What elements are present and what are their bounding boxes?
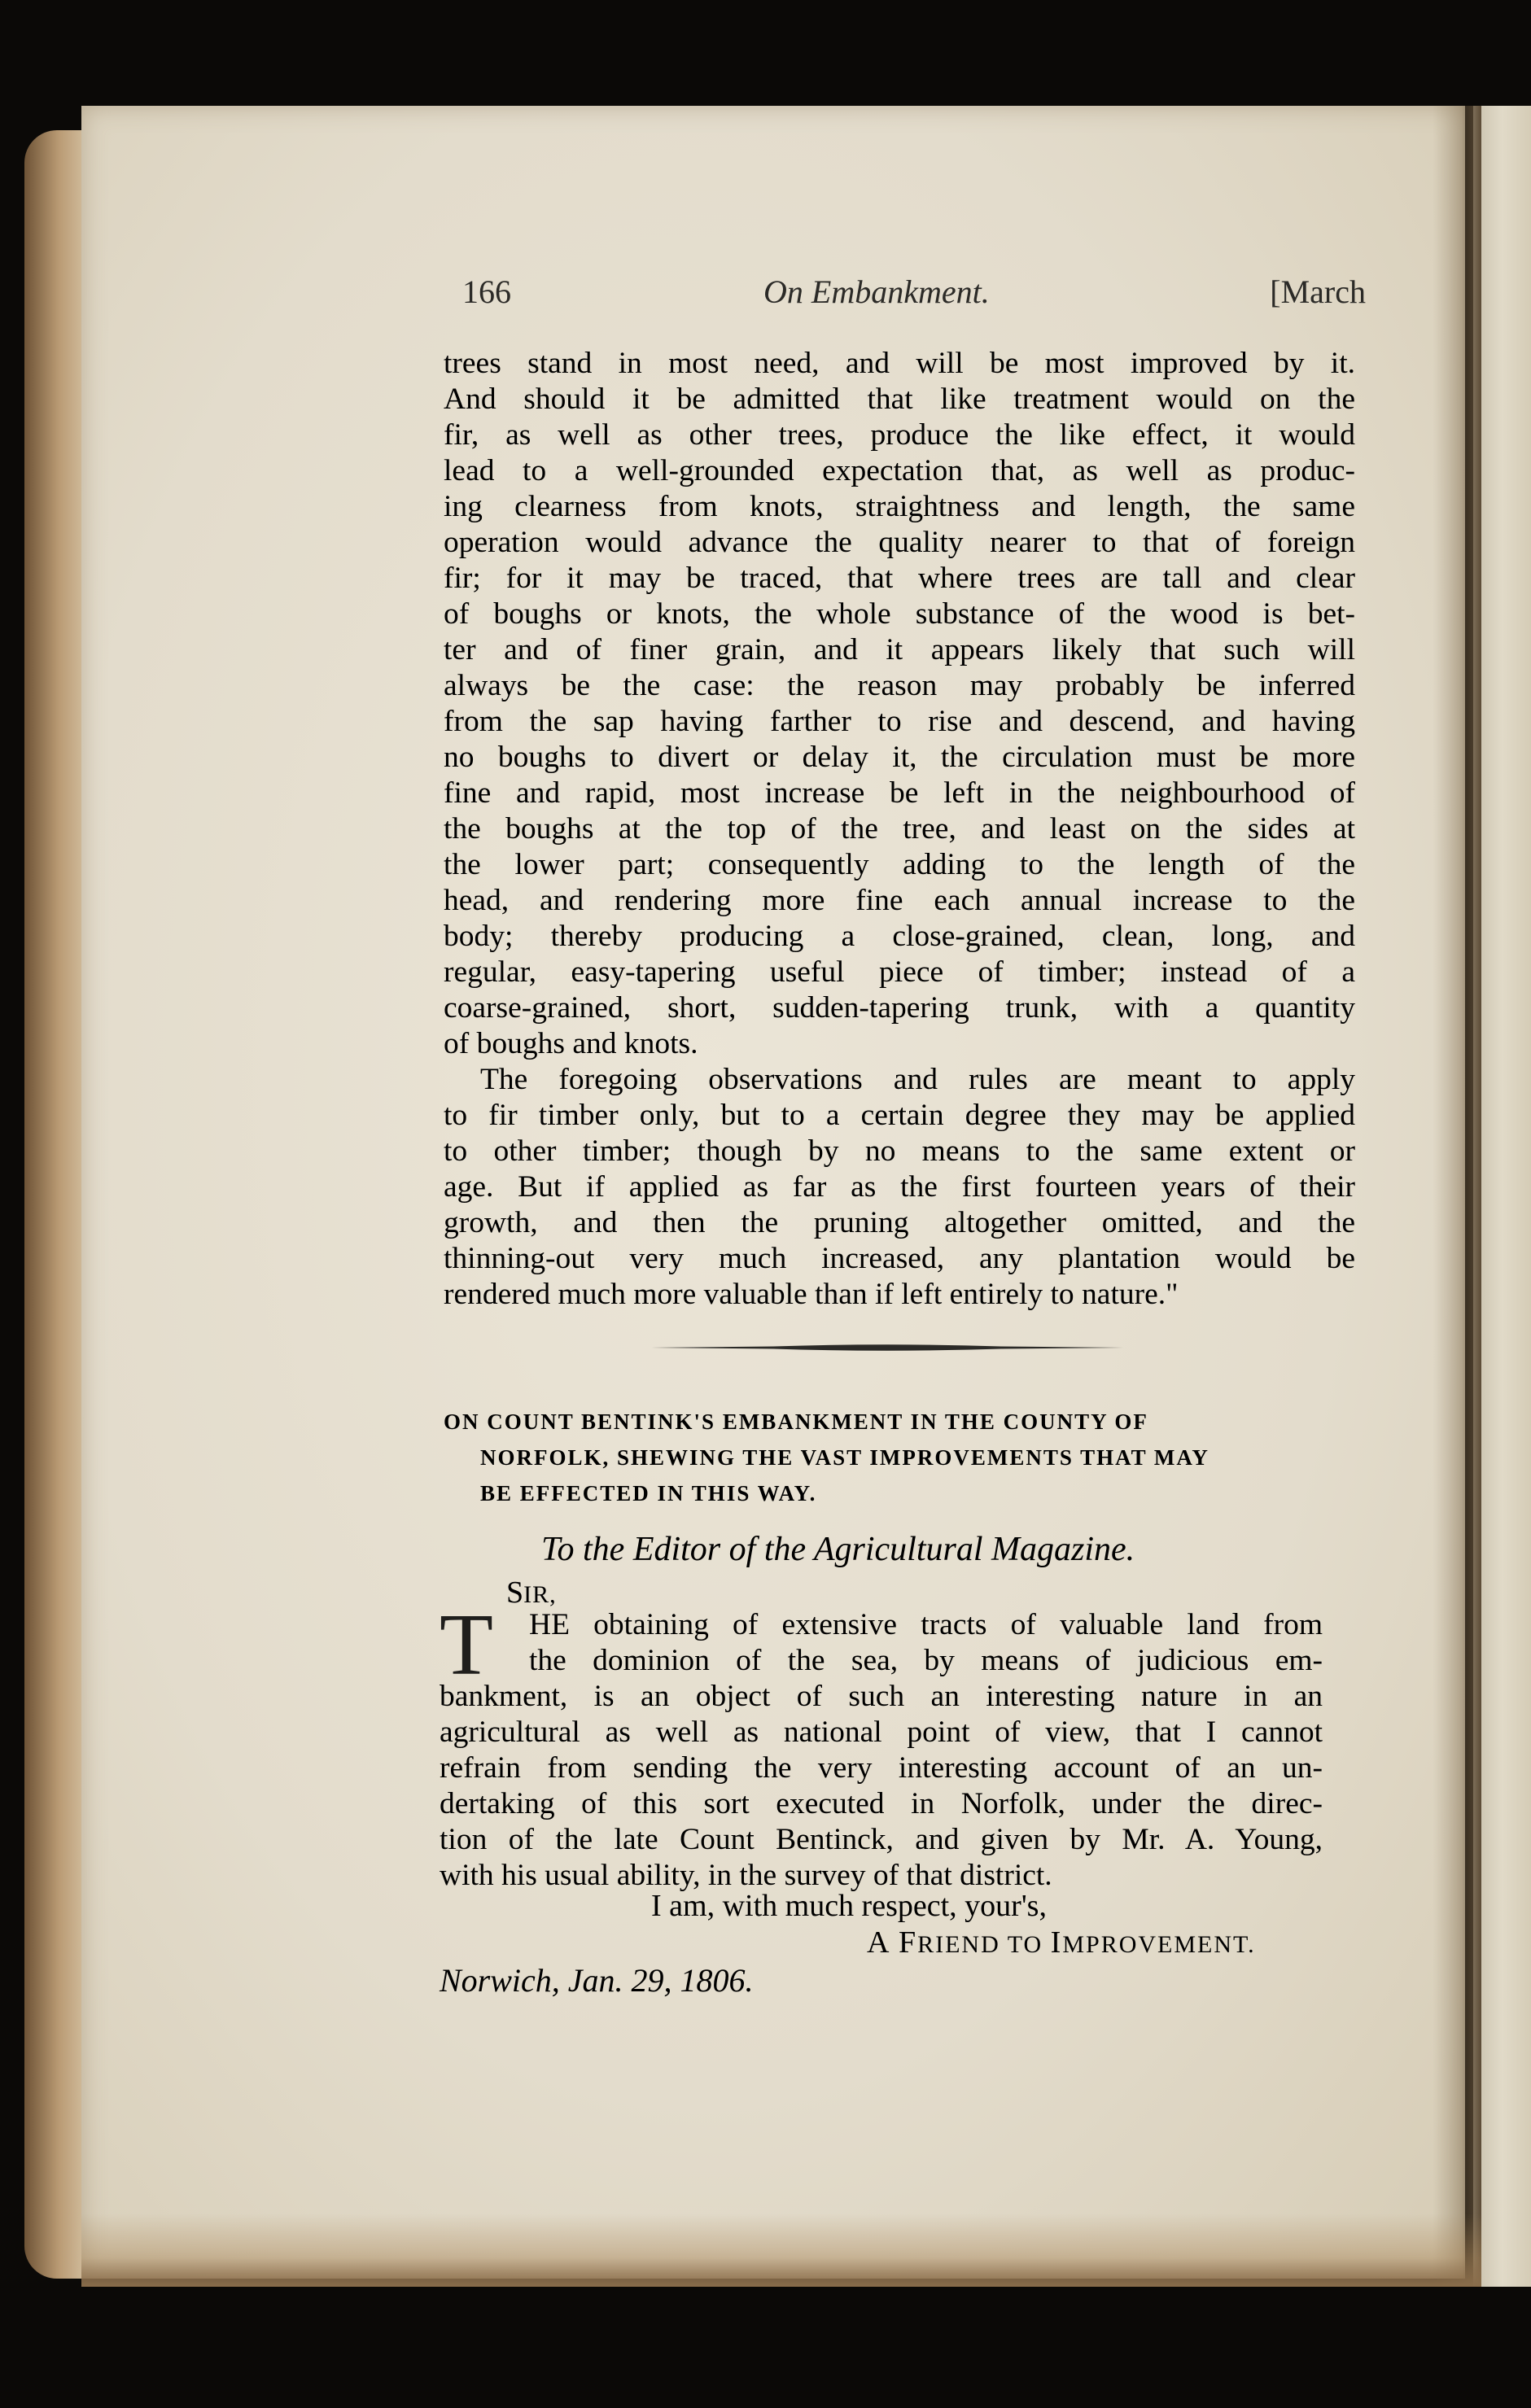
text-line: of boughs and knots.: [444, 1027, 698, 1060]
signature-part: I: [1050, 1925, 1063, 1960]
signature-part: TO: [1007, 1931, 1043, 1958]
text-line: head, and rendering more fine each annual increase to the: [444, 884, 1355, 917]
page-gutter-shadow: [1433, 106, 1481, 2287]
text-line: the dominion of the sea, by means of judicious em-: [529, 1644, 1323, 1677]
text-line: growth, and then the pruning altogether omitted, and the: [444, 1206, 1355, 1239]
article-title-line: BE EFFECTED IN THIS WAY.: [480, 1481, 817, 1506]
text-line: always be the case: the reason may probably be inferred: [444, 669, 1355, 702]
text-line: HE obtaining of extensive tracts of valuable land from: [529, 1608, 1323, 1641]
text-line: operation would advance the quality nearer to that of foreign: [444, 526, 1355, 559]
text-line: the lower part; consequently adding to the length of the: [444, 848, 1355, 881]
text-line: to other timber; though by no means to the same extent or: [444, 1134, 1355, 1168]
editor-heading: To the Editor of the Agricultural Magazine.: [541, 1531, 1135, 1568]
signature: [867, 1925, 1256, 1960]
text-line: The foregoing observations and rules are meant to apply: [480, 1063, 1355, 1096]
article-title-line: NORFOLK, SHEWING THE VAST IMPROVEMENTS THAT MAY: [480, 1445, 1209, 1470]
text-line: fir, as well as other trees, produce the like effect, it would: [444, 418, 1355, 452]
article-title-line: ON COUNT BENTINK'S EMBANKMENT IN THE COUNTY OF: [444, 1409, 1148, 1434]
text-line: dertaking of this sort executed in Norfolk, under the direc-: [440, 1787, 1323, 1820]
page-number: 166: [462, 273, 511, 310]
text-line: the boughs at the top of the tree, and least on the sides at: [444, 812, 1355, 846]
text-line: And should it be admitted that like treatment would on the: [444, 382, 1355, 416]
body-text: [444, 346, 1355, 1313]
signature-part: RIEND: [917, 1931, 1000, 1958]
text-line: no boughs to divert or delay it, the circulation must be more: [444, 741, 1355, 774]
text-line: ter and of finer grain, and it appears likely that such will: [444, 633, 1355, 666]
dateline: Norwich, Jan. 29, 1806.: [440, 1962, 754, 1999]
signature-part: F: [898, 1925, 918, 1960]
salutation-rest: IR,: [523, 1581, 557, 1608]
running-head: [462, 273, 1366, 321]
text-line: fir; for it may be traced, that where trees are tall and clear: [444, 562, 1355, 595]
ornamental-rule: [651, 1343, 1123, 1353]
text-line: age. But if applied as far as the first fourteen years of their: [444, 1170, 1355, 1204]
text-line: trees stand in most need, and will be most improved by it.: [444, 347, 1355, 380]
signature-part: MPROVEMENT.: [1062, 1931, 1256, 1958]
facing-page-edge: [1473, 106, 1531, 2287]
text-line: to fir timber only, but to a certain degree they may be applied: [444, 1099, 1355, 1132]
text-line: agricultural as well as national point of view, that I cannot: [440, 1715, 1323, 1749]
text-line: body; thereby producing a close-grained, clean, long, and: [444, 920, 1355, 953]
drop-cap: T: [440, 1597, 493, 1693]
page-foxing: [81, 2214, 1481, 2287]
running-title: On Embankment.: [763, 273, 990, 310]
text-line: rendered much more valuable than if left entirely to nature.": [444, 1278, 1179, 1311]
text-line: tion of the late Count Bentinck, and given by Mr. A. Young,: [440, 1823, 1323, 1856]
text-line: regular, easy-tapering useful piece of timber; instead of a: [444, 955, 1355, 989]
text-line: bankment, is an object of such an interesting nature in an: [440, 1680, 1323, 1713]
text-line: coarse-grained, short, sudden-tapering trunk, with a quantity: [444, 991, 1355, 1025]
letter-text: [440, 1597, 1323, 1894]
salutation: [506, 1575, 557, 1610]
article-title: [444, 1404, 1355, 1511]
text-line: refrain from sending the very interesting account of an un-: [440, 1751, 1323, 1785]
text-line: ing clearness from knots, straightness and length, the same: [444, 490, 1355, 523]
text-line: with his usual ability, in the survey of that district.: [440, 1859, 1052, 1892]
text-line: lead to a well-grounded expectation that, as well as produc-: [444, 454, 1355, 487]
text-line: of boughs or knots, the whole substance of the wood is bet-: [444, 597, 1355, 631]
salutation-initial: S: [506, 1575, 524, 1610]
running-month: [March: [1270, 273, 1366, 310]
signature-part: A: [867, 1925, 891, 1960]
text-line: fine and rapid, most increase be left in the neighbourhood of: [444, 776, 1355, 810]
text-line: thinning-out very much increased, any plantation would be: [444, 1242, 1355, 1275]
closing-line: I am, with much respect, your's,: [651, 1889, 1047, 1923]
text-line: from the sap having farther to rise and descend, and having: [444, 705, 1355, 738]
